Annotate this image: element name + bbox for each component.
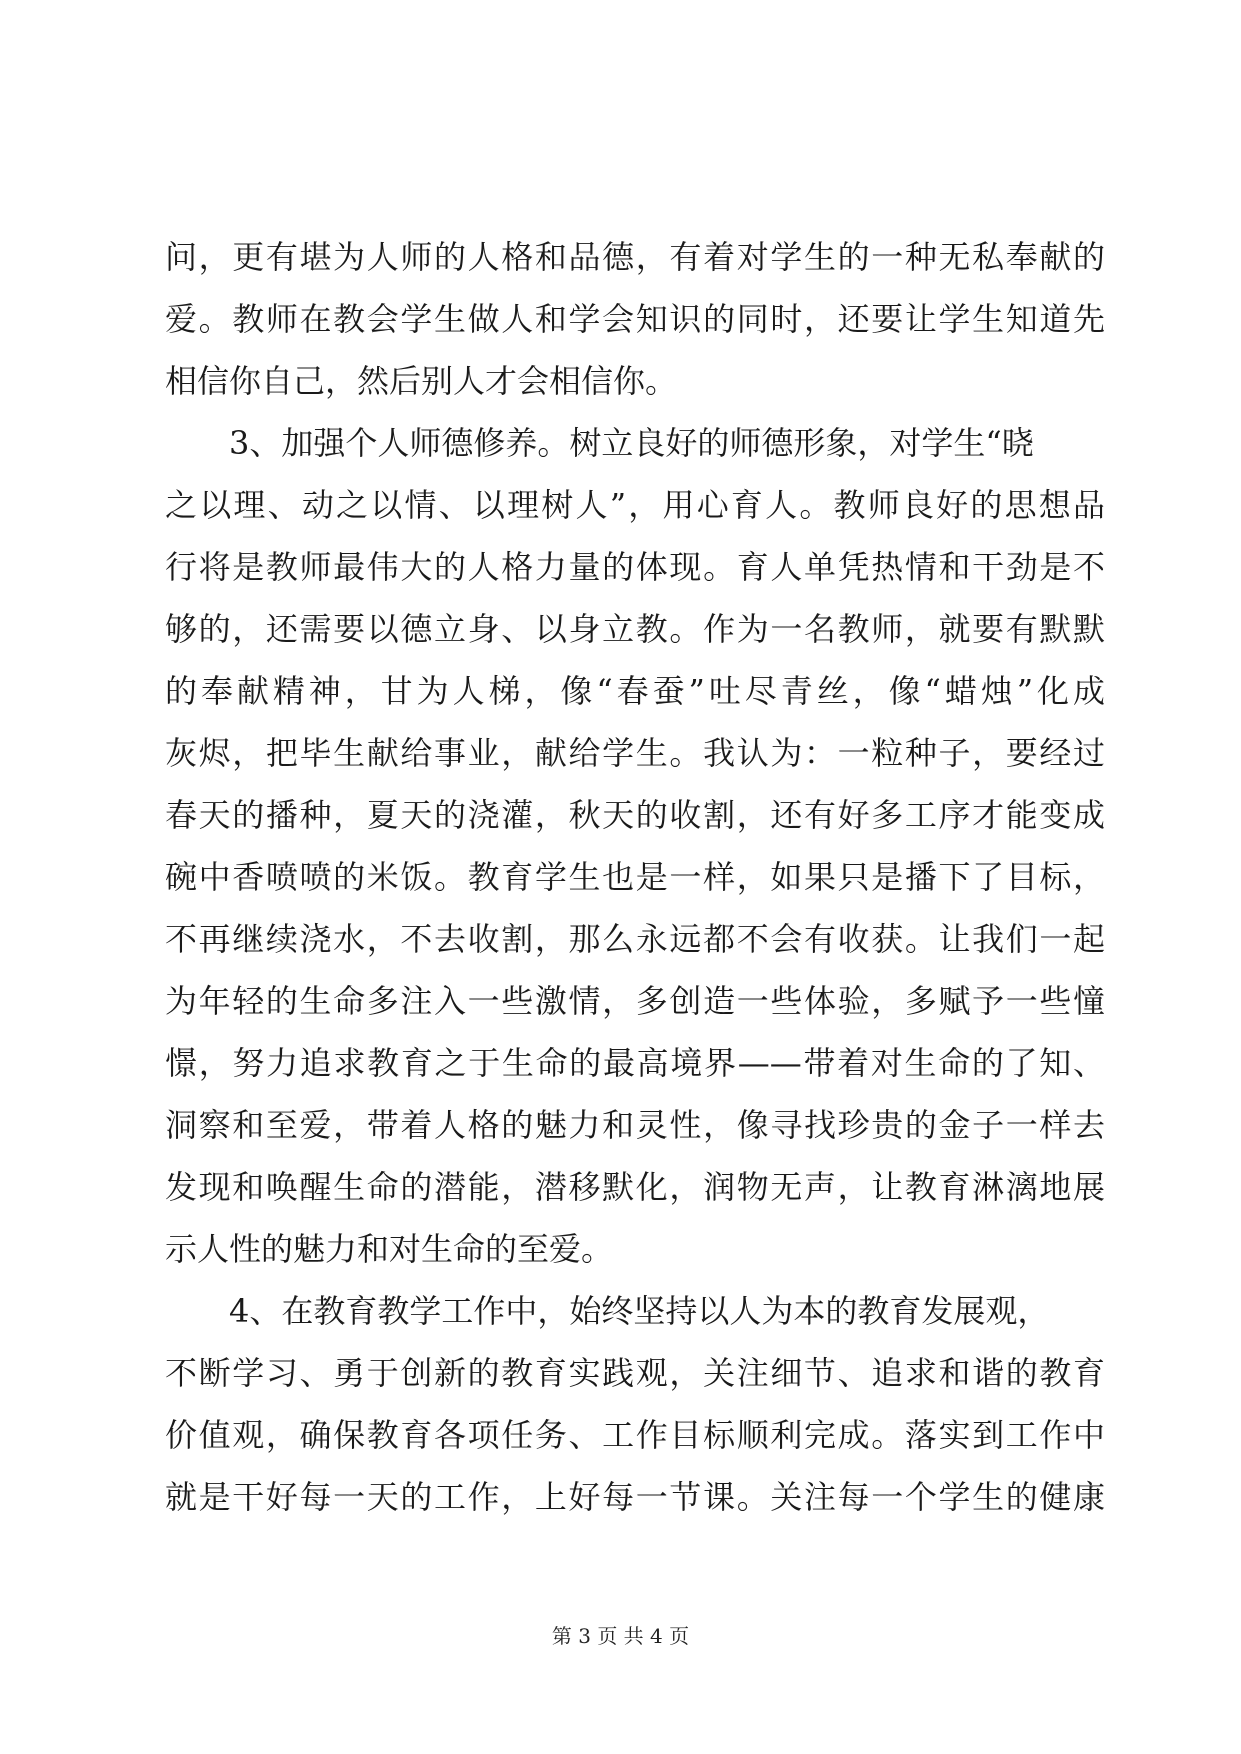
text-line: 洞察和至爱，带着人格的魅力和灵性，像寻找珍贵的金子一样去 [165,1106,1105,1144]
text-line: 行将是教师最伟大的人格力量的体现。育人单凭热情和干劲是不 [165,548,1105,586]
text-line: 相信你自己，然后别人才会相信你。 [165,362,678,400]
text-line: 灰烬，把毕生献给事业，献给学生。我认为：一粒种子，要经过 [165,734,1105,772]
text-line: 春天的播种，夏天的浇灌，秋天的收割，还有好多工序才能变成 [165,796,1105,834]
text-line: 憬，努力追求教育之于生命的最高境界——带着对生命的了知、 [165,1044,1105,1082]
text-line: 碗中香喷喷的米饭。教育学生也是一样，如果只是播下了目标， [165,858,1105,896]
text-line: 之以理、动之以情、以理树人”，用心育人。教师良好的思想品 [165,486,1105,524]
text-line: 的奉献精神，甘为人梯，像“春蚕”吐尽青丝，像“蜡烛”化成 [165,672,1105,710]
text-line: 发现和唤醒生命的潜能，潜移默化，润物无声，让教育淋漓地展 [165,1168,1105,1206]
document-body [165,226,1105,1528]
paragraph-start-line: 3、加强个人师德修养。树立良好的师德形象，对学生“晓 [229,424,1034,462]
text-line: 价值观，确保教育各项任务、工作目标顺利完成。落实到工作中 [165,1416,1105,1454]
text-line: 不断学习、勇于创新的教育实践观，关注细节、追求和谐的教育 [165,1354,1105,1392]
text-line: 不再继续浇水，不去收割，那么永远都不会有收获。让我们一起 [165,920,1105,958]
text-line: 为年轻的生命多注入一些激情，多创造一些体验，多赋予一些憧 [165,982,1105,1020]
text-line: 就是干好每一天的工作，上好每一节课。关注每一个学生的健康 [165,1478,1105,1516]
text-line: 示人性的魅力和对生命的至爱。 [165,1230,614,1268]
paragraph-start-line: 4、在教育教学工作中，始终坚持以人为本的教育发展观， [229,1292,1050,1330]
text-line: 问，更有堪为人师的人格和品德，有着对学生的一种无私奉献的 [165,238,1105,276]
text-line: 够的，还需要以德立身、以身立教。作为一名教师，就要有默默 [165,610,1105,648]
page-number-footer: 第 3 页 共 4 页 [551,1624,690,1648]
text-line: 爱。教师在教会学生做人和学会知识的同时，还要让学生知道先 [165,300,1105,338]
